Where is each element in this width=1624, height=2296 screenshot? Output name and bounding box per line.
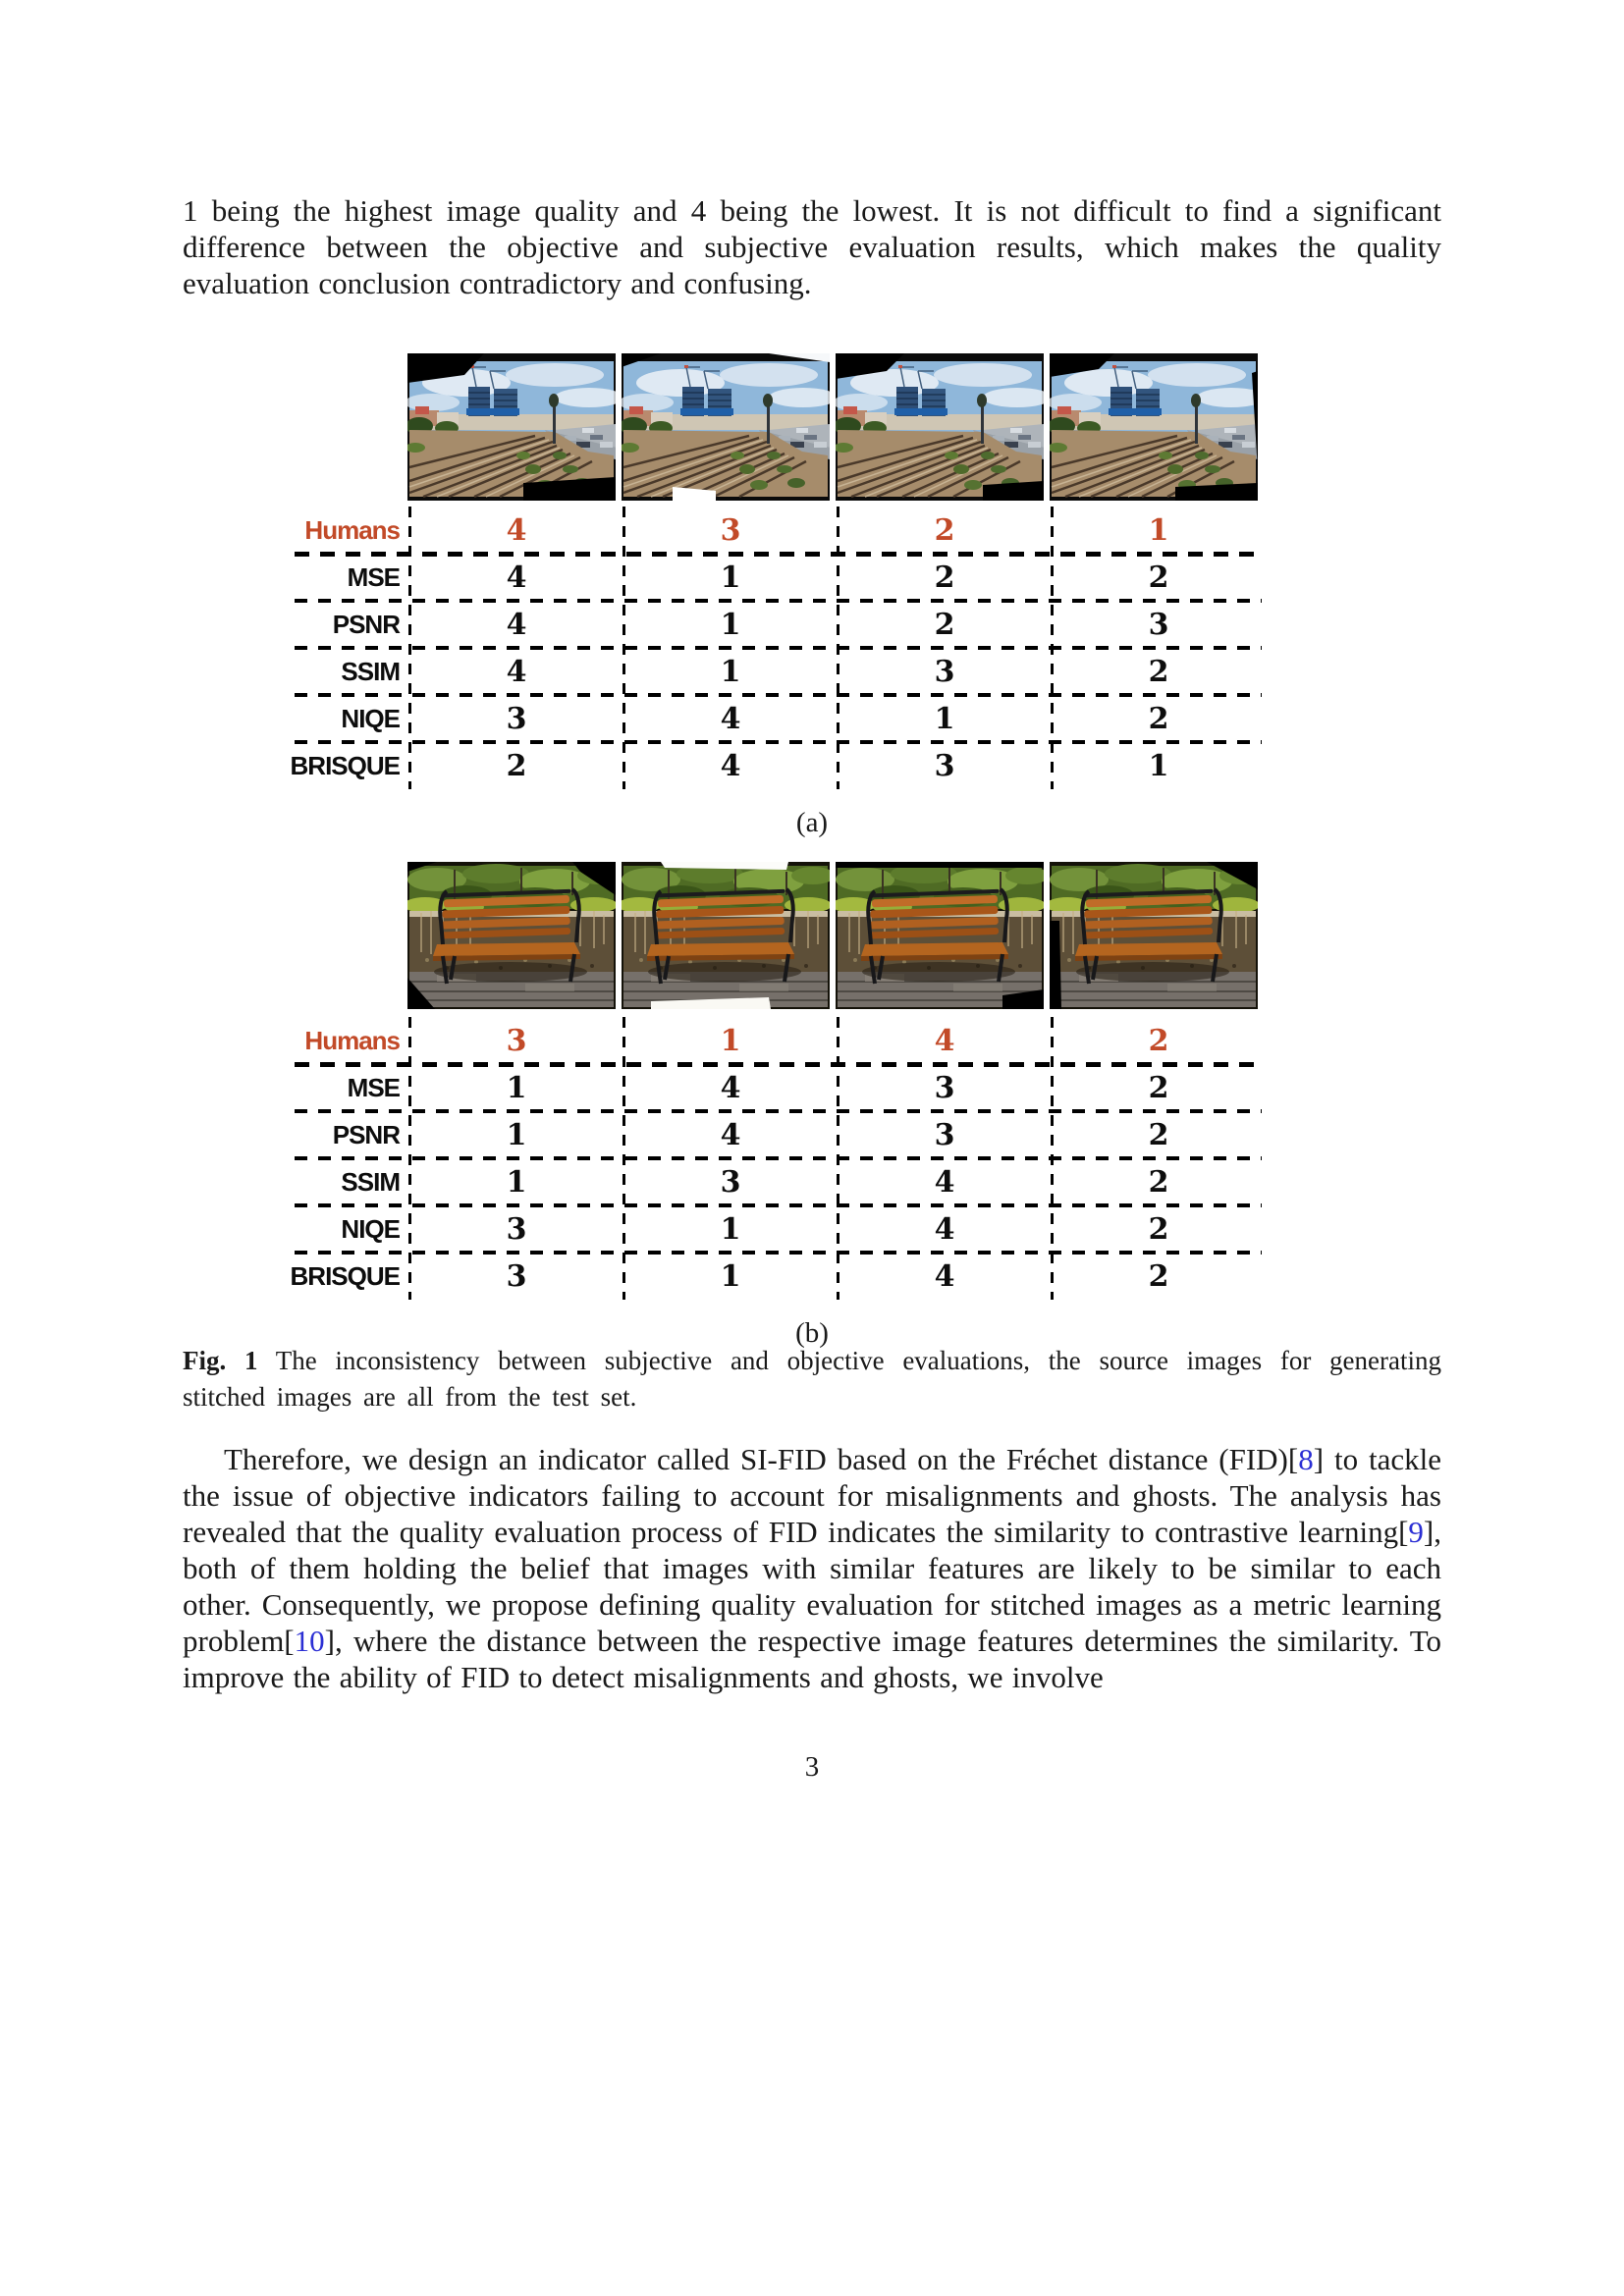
- rank-value: 4: [720, 1117, 741, 1152]
- rank-value: 2: [506, 748, 527, 783]
- citation-link[interactable]: 10: [294, 1624, 325, 1658]
- table-divider-vertical: [408, 507, 411, 789]
- body-text-segment: Therefore, we design an indicator called SI-FID based on the Fréchet distance (FID)[: [224, 1442, 1299, 1476]
- rank-value: 4: [934, 1164, 955, 1200]
- rank-value: 2: [934, 560, 955, 595]
- body-text-segment: ] to tackle the issue of objective indicators failing to account for misalignments and ghosts. The analysis has revealed that the quality evaluation process of FID indicates the similarity to contrastive learning[: [183, 1442, 1441, 1549]
- figure-caption: [183, 1343, 1441, 1415]
- rank-value: 1: [1148, 512, 1169, 548]
- table-divider-vertical: [1051, 1017, 1054, 1300]
- table-divider-horizontal: [295, 693, 1262, 697]
- metric-label: BRISQUE: [290, 1260, 400, 1291]
- rank-value: 3: [506, 701, 527, 736]
- rank-value: 3: [720, 1164, 741, 1200]
- body-paragraph: [183, 1441, 1441, 1695]
- metric-label: PSNR: [332, 609, 400, 639]
- rank-value: 4: [720, 1070, 741, 1105]
- stitched-image-a4: [1050, 353, 1258, 501]
- body-text-segment: ], both of them holding the belief that images with similar features are likely to be similar to each other. Consequently, we propose defining quality evaluation for stitched images as a metric learning problem[: [183, 1515, 1441, 1658]
- table-divider-horizontal: [295, 646, 1262, 650]
- rank-value: 3: [506, 1023, 527, 1058]
- rank-value: 3: [934, 1070, 955, 1105]
- rank-value: 1: [1148, 748, 1169, 783]
- table-divider-horizontal: [295, 1109, 1262, 1113]
- metric-label: NIQE: [341, 1213, 400, 1244]
- metric-label: NIQE: [341, 703, 400, 733]
- rank-value: 3: [934, 1117, 955, 1152]
- table-divider-horizontal: [295, 1203, 1262, 1207]
- rank-value: 4: [506, 654, 527, 689]
- rank-value: 1: [934, 701, 955, 736]
- intro-paragraph: 1 being the highest image quality and 4 being the lowest. It is not difficult to find a significant difference between the objective and subjective evaluation results, which makes the quality evaluation conclusion contradictory and confusing.: [183, 193, 1441, 300]
- rank-value: 2: [1148, 654, 1169, 689]
- rank-value: 2: [1148, 1258, 1169, 1294]
- table-divider-vertical: [623, 507, 625, 789]
- rank-value: 4: [506, 607, 527, 642]
- rank-value: 2: [1148, 701, 1169, 736]
- rank-value: 3: [506, 1211, 527, 1247]
- rank-value: 1: [720, 1023, 741, 1058]
- table-divider-vertical: [623, 1017, 625, 1300]
- metric-label: Humans: [304, 1025, 400, 1055]
- rank-value: 2: [1148, 1070, 1169, 1105]
- metric-label: PSNR: [332, 1119, 400, 1149]
- rank-value: 4: [506, 512, 527, 548]
- metric-label: MSE: [347, 1072, 400, 1102]
- figure-a-table: [290, 507, 1266, 789]
- rank-value: 3: [934, 748, 955, 783]
- rank-value: 2: [934, 607, 955, 642]
- table-divider-horizontal: [295, 740, 1262, 744]
- citation-link[interactable]: 9: [1408, 1515, 1424, 1549]
- citation-link[interactable]: 8: [1298, 1442, 1314, 1476]
- table-divider-vertical: [1051, 507, 1054, 789]
- table-divider-vertical: [837, 507, 839, 789]
- page-number: 3: [804, 1751, 820, 1783]
- rank-value: 4: [506, 560, 527, 595]
- metric-label: Humans: [304, 514, 400, 545]
- stitched-image-b4: [1050, 862, 1258, 1009]
- metric-label: SSIM: [341, 1166, 400, 1197]
- rank-value: 4: [934, 1211, 955, 1247]
- rank-value: 2: [1148, 560, 1169, 595]
- table-divider-vertical: [837, 1017, 839, 1300]
- stitched-image-b2: [622, 862, 830, 1009]
- rank-value: 1: [506, 1164, 527, 1200]
- body-text-segment: ], where the distance between the respective image features determines the similarity. To improve the ability of FID to detect misalignments and ghosts, we involve: [183, 1624, 1441, 1694]
- figure-caption-label: Fig. 1: [183, 1346, 258, 1375]
- stitched-image-b1: [407, 862, 616, 1009]
- rank-value: 3: [720, 512, 741, 548]
- rank-value: 4: [934, 1023, 955, 1058]
- rank-value: 1: [506, 1117, 527, 1152]
- rank-value: 2: [1148, 1117, 1169, 1152]
- table-divider-vertical: [408, 1017, 411, 1300]
- stitched-image-a3: [836, 353, 1044, 501]
- subfigure-b-label: (b): [795, 1317, 829, 1349]
- rank-value: 2: [1148, 1023, 1169, 1058]
- rank-value: 1: [506, 1070, 527, 1105]
- rank-value: 4: [720, 748, 741, 783]
- rank-value: 2: [1148, 1211, 1169, 1247]
- stitched-image-a2: [622, 353, 830, 501]
- rank-value: 1: [720, 560, 741, 595]
- rank-value: 3: [934, 654, 955, 689]
- table-divider-horizontal: [295, 1156, 1262, 1160]
- figure-b-images: [407, 862, 1258, 1009]
- figure-a-images: [407, 353, 1258, 501]
- figure-b-table: [290, 1017, 1266, 1300]
- rank-value: 4: [720, 701, 741, 736]
- rank-value: 1: [720, 654, 741, 689]
- rank-value: 3: [506, 1258, 527, 1294]
- metric-label: MSE: [347, 561, 400, 592]
- metric-label: SSIM: [341, 656, 400, 686]
- figure-caption-text: The inconsistency between subjective and objective evaluations, the source images for generating stitched images are all from the test set.: [183, 1346, 1441, 1412]
- rank-value: 1: [720, 1211, 741, 1247]
- rank-value: 1: [720, 1258, 741, 1294]
- table-divider-horizontal: [295, 1062, 1262, 1067]
- table-divider-horizontal: [295, 552, 1262, 557]
- stitched-image-a1: [407, 353, 616, 501]
- rank-value: 3: [1148, 607, 1169, 642]
- subfigure-a-label: (a): [795, 807, 829, 838]
- table-divider-horizontal: [295, 1251, 1262, 1255]
- rank-value: 2: [934, 512, 955, 548]
- table-divider-horizontal: [295, 599, 1262, 603]
- metric-label: BRISQUE: [290, 750, 400, 780]
- stitched-image-b3: [836, 862, 1044, 1009]
- rank-value: 2: [1148, 1164, 1169, 1200]
- rank-value: 4: [934, 1258, 955, 1294]
- rank-value: 1: [720, 607, 741, 642]
